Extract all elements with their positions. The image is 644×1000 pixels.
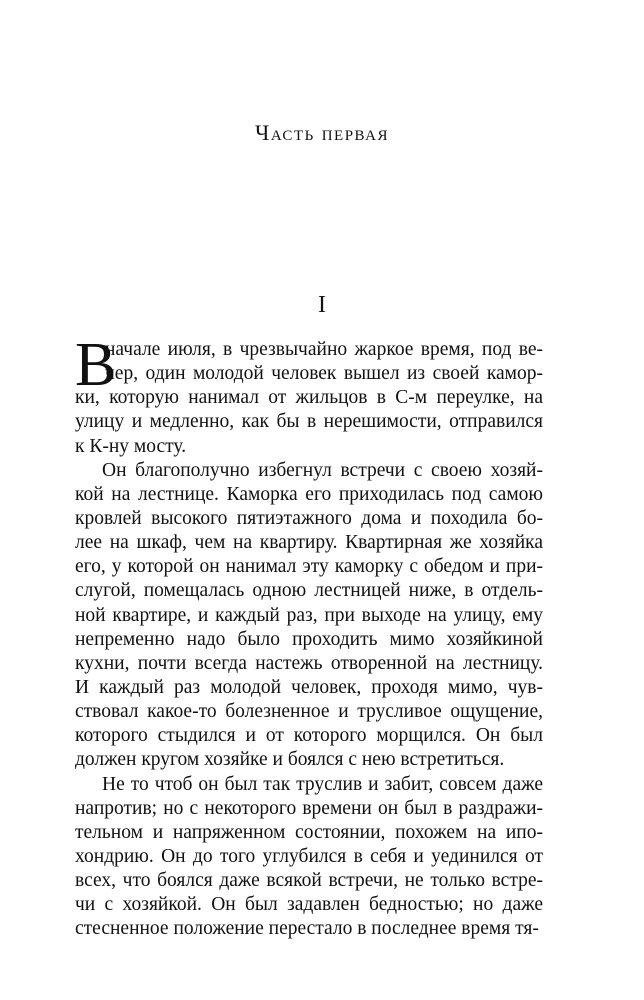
paragraph	[75, 773, 543, 942]
text-line: Он благополучно избегнул встречи с своею хозяй-	[102, 459, 543, 481]
text-line: хондрию. Он до того углубился в себя и уединился от	[75, 845, 543, 867]
body-text	[75, 331, 543, 942]
text-line: И каждый раз молодой человек, проходя мимо, чув-	[75, 676, 543, 698]
text-line: кухни, почти всегда настежь отворенной на лестницу.	[75, 652, 543, 674]
text-line: ки, которую нанимал от жильцов в С-м переулке, на	[75, 387, 543, 409]
text-line: всех, что боялся даже всякой встречи, не только встре-	[75, 870, 543, 892]
text-line: к К-ну мосту.	[75, 435, 187, 457]
text-line: тельном и напряженном состоянии, похожем на ипо-	[75, 821, 543, 843]
text-line: напротив; но с некоторого времени он был в раздражи-	[75, 797, 543, 819]
text-line: начале июля, в чрезвычайно жаркое время, под ве-	[105, 339, 543, 360]
paragraph	[75, 459, 543, 773]
text-line: слугой, помещалась одною лестницей ниже, в отдель-	[75, 580, 543, 602]
part-title: Часть первая	[255, 120, 389, 145]
text-line: ной квартире, и каждый раз, при выходе на улицу, ему	[75, 604, 543, 626]
text-line: Не то чтоб он был так труслив и забит, совсем даже	[102, 773, 543, 795]
chapter-number: I	[318, 292, 326, 318]
drop-cap-letter: В	[75, 331, 117, 399]
text-line: кой на лестнице. Каморка его приходилась под самою	[75, 483, 543, 505]
text-line: должен кругом хозяйке и боялся с нею встретиться.	[75, 749, 505, 771]
text-line: чер, один молодой человек вышел из своей камор-	[105, 363, 543, 385]
text-line: ствовал какое-то болезненное и трусливое ощущение,	[75, 701, 543, 723]
text-line: лее на шкаф, чем на квартиру. Квартирная же хозяйка	[75, 532, 543, 554]
text-line: непременно надо было проходить мимо хозяйкиной	[75, 628, 543, 650]
text-line: которого стыдился и от которого морщился. Он был	[75, 725, 543, 747]
text-line: кровлей высокого пятиэтажного дома и походила бо-	[75, 507, 543, 529]
paragraph	[75, 338, 543, 459]
text-line: стесненное положение перестало в последнее время тя-	[75, 918, 539, 940]
text-line: улицу и медленно, как бы в нерешимости, отправился	[75, 411, 543, 433]
text-line: его, у которой он нанимал эту каморку с обедом и при-	[75, 556, 543, 578]
text-line: чи с хозяйкой. Он был задавлен бедностью; но даже	[75, 894, 543, 916]
